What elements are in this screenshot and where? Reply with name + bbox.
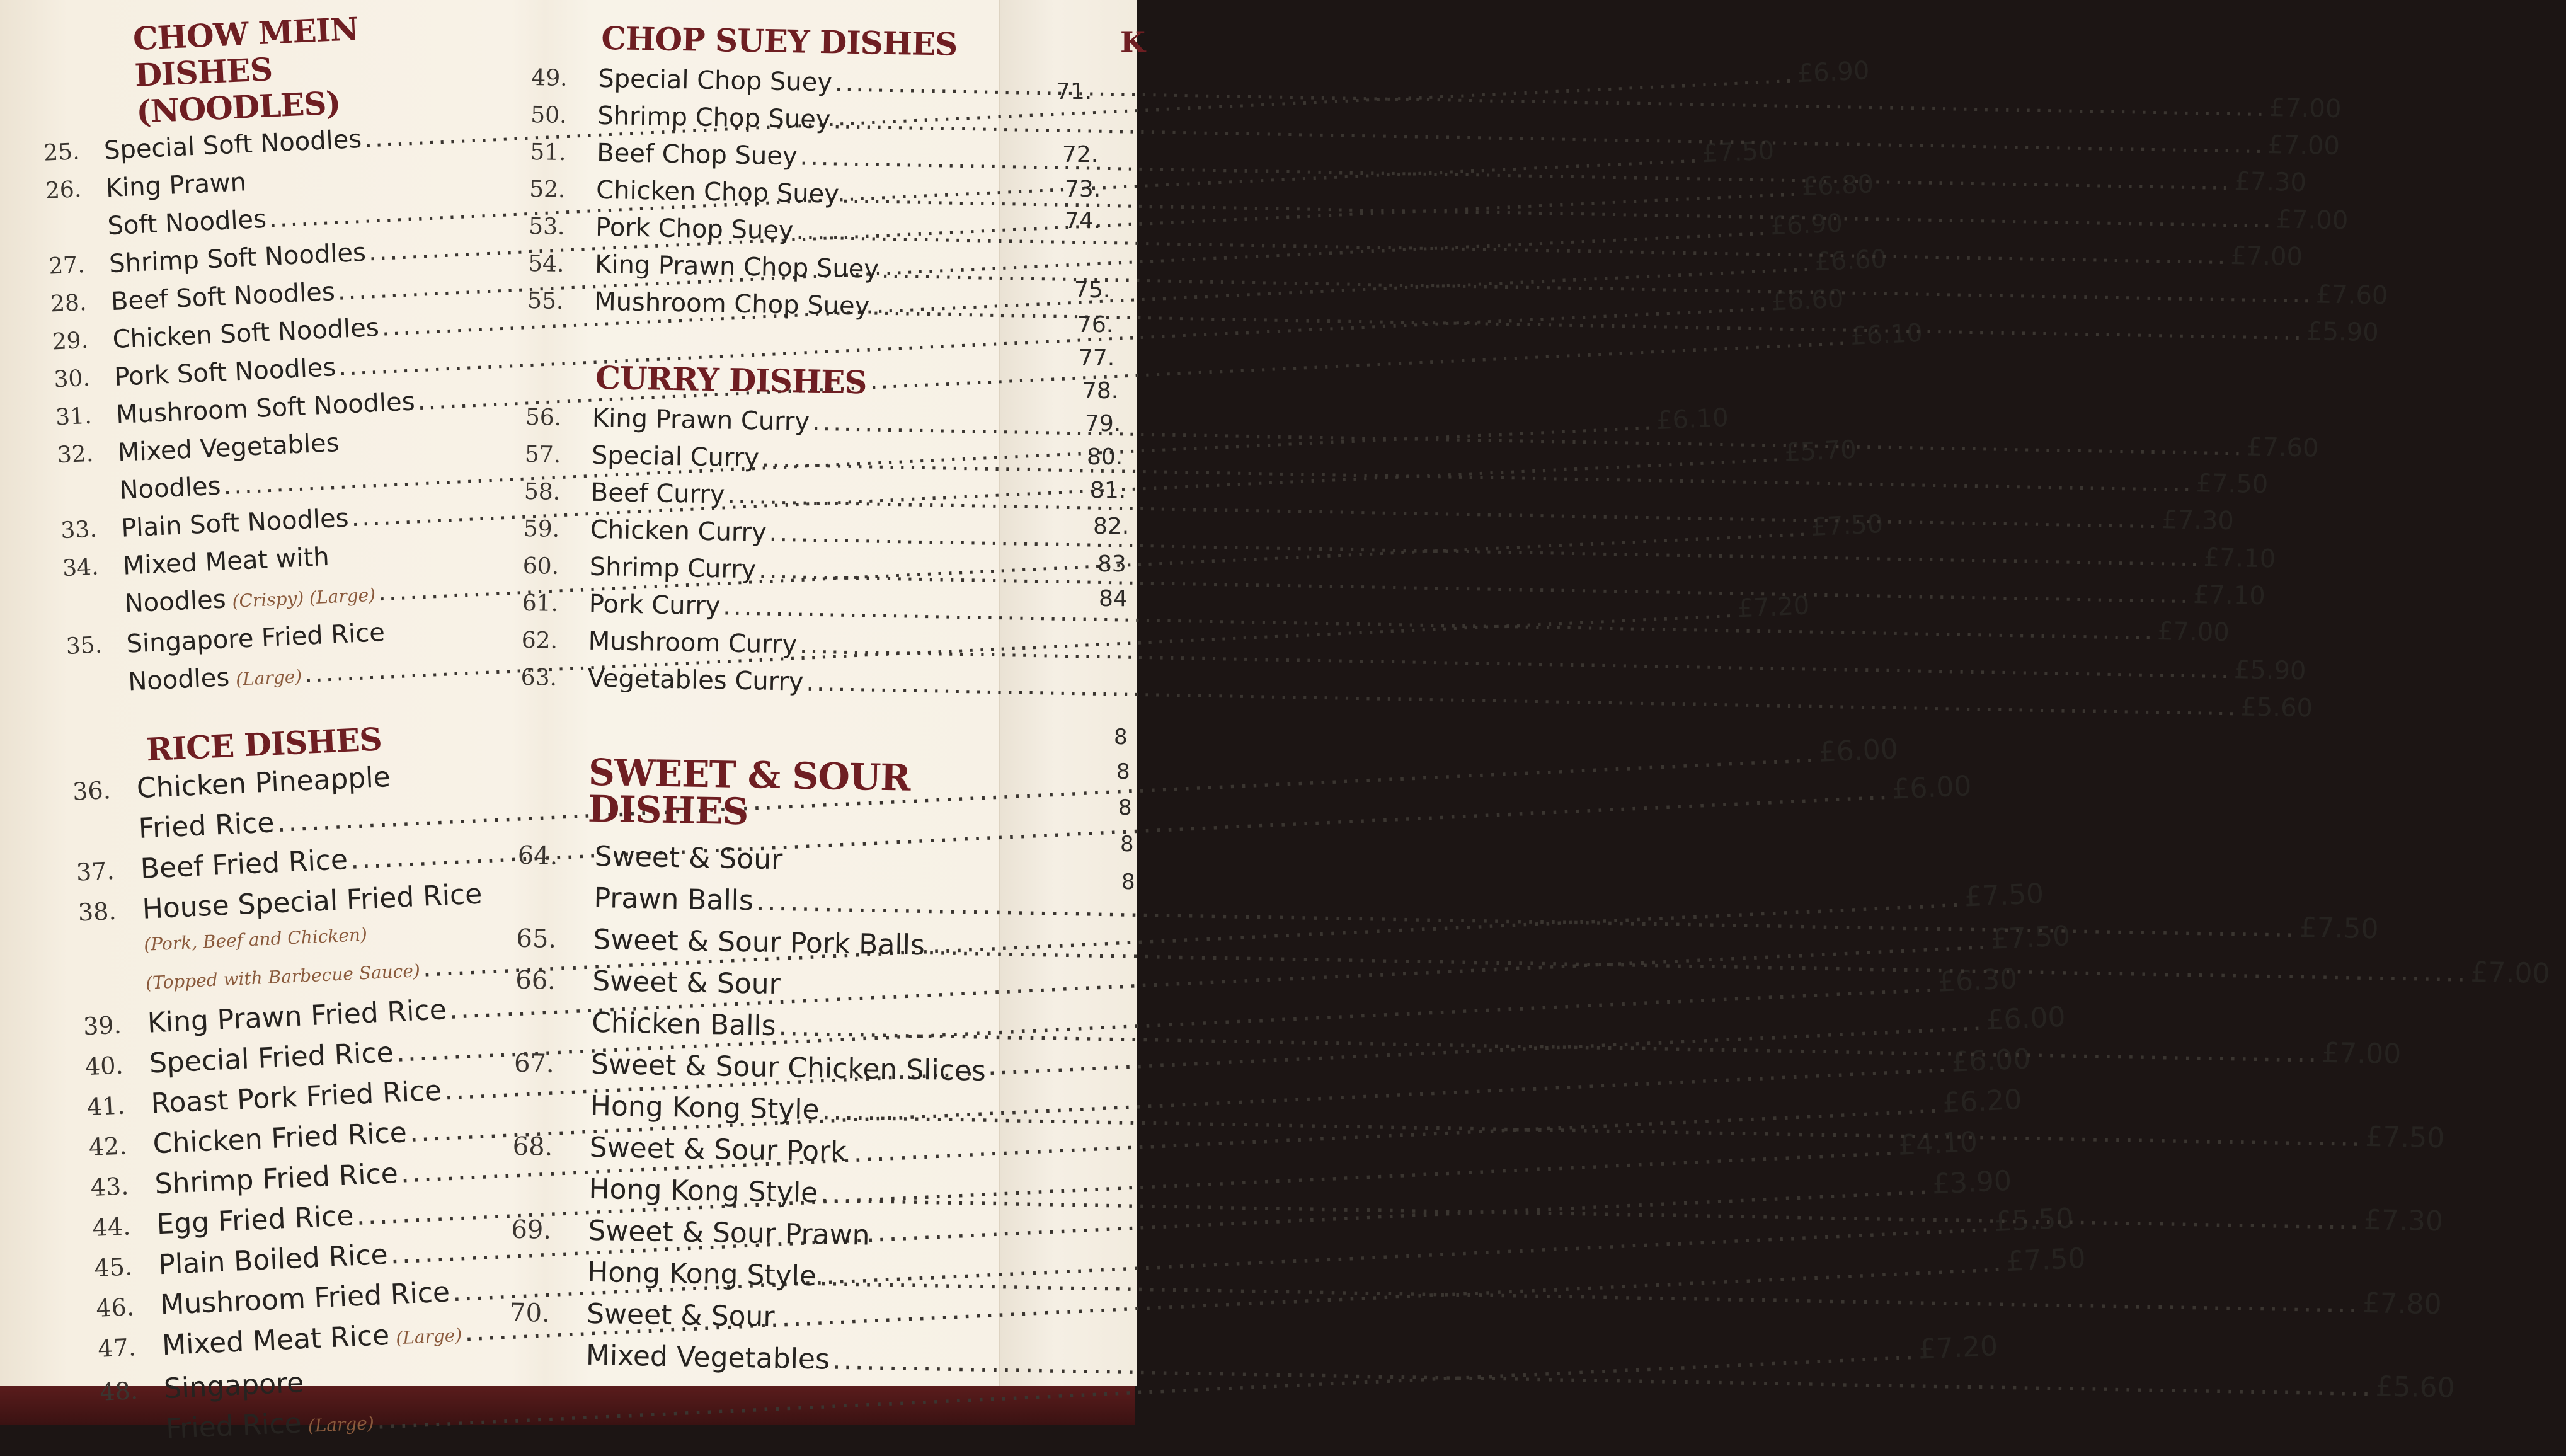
item-price: £7.50 [1701,136,1775,169]
next-page-item-number: 8 [1118,795,1132,820]
item-name: Mixed Vegetables [585,1339,830,1376]
item-name: King Prawn Chop Suey [594,249,879,284]
next-page-item-number: 8 [1120,832,1134,857]
item-price: £6.10 [1850,318,1923,351]
item-price: £7.80 [2362,1287,2443,1321]
next-page-item-number: 8 [1121,869,1135,895]
item-name: Mushroom Chop Suey [593,287,870,321]
next-page-item-number: 78. [1082,378,1119,404]
item-name: Mixed Vegetables [117,428,340,467]
item-price: £6.90 [1770,209,1843,241]
item-name: King Prawn Curry [592,403,810,437]
item-name: Chicken Fried Rice [152,1116,408,1161]
item-name: Soft Noodles [106,204,267,241]
item-name: Chicken Curry [590,515,767,547]
item-price: £5.50 [1993,1202,2075,1239]
next-page-item-number: 83 [1097,551,1126,577]
item-name: Shrimp Fried Rice [154,1157,399,1201]
item-number: 44. [91,1212,132,1242]
item-name: Fried Rice [137,806,275,846]
item-number: 54. [527,250,564,277]
item-name: Sweet & Sour [592,965,781,1001]
section-heading-curry: CURRY DISHES [595,358,867,401]
item-note: (Large) [395,1324,462,1349]
item-price: £3.90 [1931,1164,2013,1201]
item-name: Mushroom Fried Rice [159,1276,450,1322]
item-number: 36. [72,776,112,806]
item-number: 49. [531,64,568,91]
item-price: £5.60 [2375,1370,2456,1404]
item-name: Pork Soft Noodles [113,353,337,393]
item-line [588,1210,1034,1259]
heading-line: CHOW MEIN DISHES [132,9,359,95]
item-number: 57. [524,441,561,468]
next-page-item-number: 76. [1077,312,1114,338]
item-price: £7.30 [2161,505,2235,536]
item-note: (Pork, Beef and Chicken) [143,924,368,955]
item-number: 29. [51,327,89,355]
item-number: 46. [95,1293,135,1322]
item-price: £7.20 [1736,591,1811,624]
item-number: 25. [43,139,81,166]
item-number: 60. [522,553,559,580]
item-number: 42. [88,1132,128,1162]
item-number: 58. [524,478,561,505]
next-page-item-number: 84 [1099,586,1128,612]
item-name: Sweet & Sour Pork Balls [593,923,925,962]
item-price: £7.50 [2005,1242,2087,1278]
item-name: Special Fried Rice [148,1036,394,1080]
item-number: 26. [45,176,83,204]
item-number: 32. [57,440,95,469]
item-price: £6.00 [1950,1043,2032,1079]
item-name: Special Chop Suey [597,64,833,98]
item-name: Fried Rice [165,1407,302,1446]
item-price: £7.60 [2315,280,2388,311]
item-price: £7.00 [2276,205,2349,236]
item-number: 51. [529,139,566,166]
item-price: £7.00 [2156,617,2230,648]
item-price: £7.60 [2246,432,2319,463]
item-number: 62. [521,627,558,654]
item-note: (Large) [235,666,302,690]
item-name: Hong Kong Style [590,1089,820,1126]
item-number: 67. [513,1048,555,1079]
item-name: Roast Pork Fried Rice [150,1074,443,1120]
item-number: 28. [50,289,88,318]
item-name: Shrimp Curry [589,552,757,585]
item-name: House Special Fried Rice [141,878,483,926]
item-name: Egg Fried Rice [156,1200,355,1241]
item-name: Hong Kong Style [587,1256,817,1293]
item-name: Noodles [123,585,227,619]
next-page-item-number: 74. [1065,208,1101,234]
item-number: 56. [525,404,562,431]
item-price: £7.10 [2203,543,2276,574]
heading-line: (NOODLES) [135,84,341,131]
item-name: Sweet & Sour Pork [589,1131,847,1168]
item-number: 70. [509,1298,551,1328]
item-number: 40. [84,1051,124,1081]
item-price: £7.50 [2196,469,2269,500]
next-page-item-number: 79. [1085,411,1121,437]
item-name: Pork Chop Suey [595,212,794,246]
item-name: Noodles [127,663,231,697]
item-price: £7.50 [2299,912,2379,946]
item-price: £7.00 [2267,130,2340,161]
item-number: 64. [517,840,558,871]
item-number: 33. [60,516,98,544]
item-price: £7.50 [1963,878,2045,914]
item-name: Chicken Chop Suey [595,175,840,209]
item-number: 69. [511,1215,552,1245]
item-name: Mixed Meat with [122,542,330,581]
item-number: 63. [520,664,558,691]
item-price: £7.00 [2269,93,2342,124]
item-name: Beef Curry [590,478,725,510]
item-name: Beef Fried Rice [139,844,349,885]
item-price: £7.50 [2364,1121,2445,1155]
next-page-item-number: 77. [1079,345,1115,371]
item-line [589,1127,1036,1176]
item-number: 38. [77,897,117,927]
item-price: £7.50 [1810,509,1884,542]
item-price: £5.90 [2306,317,2380,348]
item-name: Special Curry [591,440,760,473]
item-price: £5.70 [1784,435,1857,467]
item-note: (Crispy) (Large) [231,584,376,612]
item-price: £7.50 [1990,920,2071,956]
item-note: (Large) [307,1413,375,1436]
item-price: £6.00 [1985,1000,2066,1037]
item-price: £6.60 [1814,244,1887,277]
item-price: £7.00 [2321,1036,2402,1071]
item-number: 45. [93,1253,133,1282]
item-price: £6.00 [1818,733,1899,769]
item-name: Sweet & Sour Chicken Slices [590,1048,987,1087]
item-name: Chicken Soft Noodles [112,312,380,355]
item-name: Mushroom Soft Noodles [115,387,416,430]
next-page-item-number: 81. [1090,478,1126,503]
item-price: £6.20 [1942,1083,2023,1120]
next-page-item-number: 72. [1062,142,1099,168]
item-price: £6.60 [1770,284,1845,317]
item-name: Hong Kong Style [588,1172,818,1210]
item-name: Prawn Balls [593,881,754,917]
item-number: 37. [76,856,115,886]
item-name: King Prawn [105,168,247,203]
item-number: 35. [65,632,103,660]
item-price: £5.90 [2233,655,2306,686]
next-page-item-number: 73. [1065,176,1101,202]
item-number: 59. [523,515,560,542]
item-number: 65. [516,924,557,954]
item-name: Beef Soft Noodles [110,277,336,317]
item-name: Mixed Meat Rice [161,1319,391,1362]
item-name: Pork Curry [588,589,721,621]
item-number: 61. [522,590,559,617]
item-number: 48. [99,1377,139,1406]
item-number: 68. [512,1132,553,1162]
section-heading-chop-suey: CHOP SUEY DISHES [600,19,958,63]
item-name: Mushroom Curry [588,626,798,660]
item-name: Chicken Pineapple [135,760,391,805]
item-name: Beef Chop Suey [596,138,798,171]
item-name: Plain Soft Noodles [120,503,350,543]
item-line [587,1293,1033,1343]
section-heading-rice: RICE DISHES [146,720,382,769]
item-price: £6.90 [1796,56,1870,89]
item-name: Singapore [163,1367,305,1406]
item-number: 27. [48,252,86,280]
item-number: 43. [89,1172,130,1202]
item-number: 55. [527,287,564,314]
item-number: 31. [55,403,93,431]
item-price: £5.60 [2240,692,2313,723]
next-page-item-number: 82. [1093,513,1130,539]
item-number: 53. [528,213,565,240]
item-name: Noodles [118,471,222,505]
section-heading-chow-mein [38,6,464,135]
item-line [594,836,1041,885]
item-number: 66. [515,965,556,995]
item-price: £7.00 [2470,956,2550,990]
item-number: 39. [83,1011,122,1041]
next-page-item-number: 8 [1114,725,1128,750]
next-page-item-number: 75. [1074,277,1111,303]
item-price: £7.00 [2230,241,2303,272]
item-number: 41. [86,1091,126,1121]
item-name: Chicken Balls [591,1006,777,1042]
item-price: £6.30 [1937,963,2019,999]
item-line [592,961,1039,1010]
item-price: £7.20 [1917,1330,1999,1366]
item-name: Special Soft Noodles [103,124,363,166]
next-page-heading-fragment: K [1120,25,1145,59]
item-name: King Prawn Fried Rice [146,994,447,1040]
item-name: Shrimp Soft Noodles [108,238,367,279]
next-page-item-number: 80. [1087,444,1123,470]
next-page-item-number: 8 [1116,759,1130,784]
item-price: £7.10 [2192,580,2266,611]
item-note: (Topped with Barbecue Sauce) [145,960,421,994]
item-price: £7.30 [2363,1204,2444,1238]
item-number: 47. [97,1333,137,1363]
item-line [590,1044,1037,1093]
item-number: 30. [53,365,91,393]
item-name: Singapore Fried Rice [125,618,386,659]
item-price: £6.00 [1891,770,1973,806]
item-name: Sweet & Sour Prawn [588,1214,870,1252]
item-price: £4.10 [1897,1126,1978,1162]
item-number: 50. [530,101,567,129]
item-name: Sweet & Sour [594,840,783,876]
item-number: 52. [529,176,566,203]
item-name: Sweet & Sour [586,1297,775,1334]
section-heading-sweet-sour: SWEET & SOUR DISHES [587,750,911,834]
item-price: £6.80 [1801,169,1875,202]
item-price: £7.30 [2234,167,2307,198]
item-price: £6.10 [1656,403,1729,436]
item-name: Plain Boiled Rice [158,1238,389,1281]
item-name: Shrimp Chop Suey [597,101,831,135]
item-name: Vegetables Curry [587,663,804,697]
next-page-item-number: 71. [1056,79,1092,105]
item-number: 34. [62,554,100,582]
